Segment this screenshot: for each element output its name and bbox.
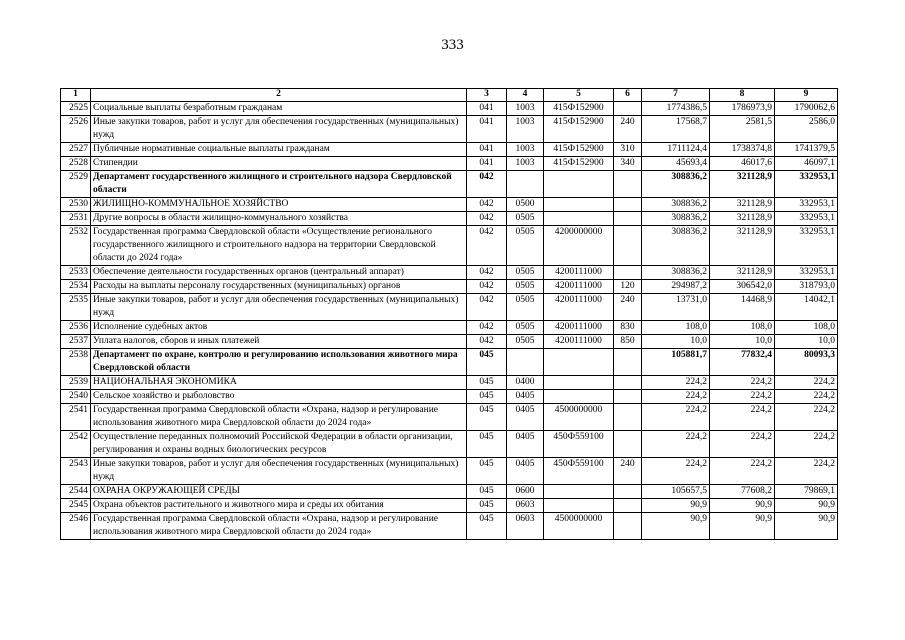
target-article-cell: [544, 171, 614, 198]
header-cell: 3: [467, 89, 507, 102]
amount-col8-cell: 224,2: [710, 431, 775, 458]
target-article-cell: [544, 485, 614, 499]
row-name-cell: ЖИЛИЩНО-КОММУНАЛЬНОЕ ХОЗЯЙСТВО: [91, 198, 467, 212]
row-name-cell: Исполнение судебных актов: [91, 321, 467, 335]
ministry-code-cell: 045: [467, 513, 507, 540]
amount-col9-cell: 46097,1: [775, 157, 838, 171]
amount-col8-cell: 224,2: [710, 404, 775, 431]
amount-col8-cell: 224,2: [710, 376, 775, 390]
amount-col8-cell: 1786973,9: [710, 102, 775, 116]
row-name-cell: Публичные нормативные социальные выплаты гражданам: [91, 143, 467, 157]
ministry-code-cell: 045: [467, 404, 507, 431]
ministry-code-cell: 041: [467, 102, 507, 116]
amount-col8-cell: 321128,9: [710, 226, 775, 266]
amount-col9-cell: 332953,1: [775, 226, 838, 266]
target-article-cell: 415Ф152900: [544, 157, 614, 171]
amount-col7-cell: 308836,2: [642, 171, 710, 198]
amount-col9-cell: 224,2: [775, 376, 838, 390]
amount-col8-cell: 321128,9: [710, 266, 775, 280]
amount-col9-cell: 2586,0: [775, 116, 838, 143]
section-code-cell: 1003: [507, 157, 544, 171]
table-row: [61, 321, 838, 335]
table-row: [61, 499, 838, 513]
table-row: [61, 212, 838, 226]
expense-type-cell: [614, 212, 642, 226]
row-number-cell: 2531: [61, 212, 91, 226]
ministry-code-cell: 042: [467, 198, 507, 212]
amount-col7-cell: 224,2: [642, 404, 710, 431]
row-number-cell: 2540: [61, 390, 91, 404]
row-number-cell: 2539: [61, 376, 91, 390]
amount-col8-cell: 306542,0: [710, 280, 775, 294]
expense-type-cell: [614, 513, 642, 540]
expense-type-cell: [614, 404, 642, 431]
row-number-cell: 2541: [61, 404, 91, 431]
row-name-cell: Иные закупки товаров, работ и услуг для обеспечения государственных (муниципальных) нужд: [91, 458, 467, 485]
amount-col9-cell: 79869,1: [775, 485, 838, 499]
section-code-cell: 0405: [507, 404, 544, 431]
table-row: [61, 280, 838, 294]
expense-type-cell: 830: [614, 321, 642, 335]
amount-col9-cell: 332953,1: [775, 198, 838, 212]
amount-col9-cell: 1741379,5: [775, 143, 838, 157]
target-article-cell: [544, 212, 614, 226]
expense-type-cell: [614, 226, 642, 266]
row-number-cell: 2527: [61, 143, 91, 157]
row-number-cell: 2532: [61, 226, 91, 266]
page-number: 333: [441, 37, 464, 53]
amount-col7-cell: 224,2: [642, 458, 710, 485]
amount-col9-cell: 90,9: [775, 499, 838, 513]
amount-col7-cell: 90,9: [642, 499, 710, 513]
amount-col7-cell: 224,2: [642, 431, 710, 458]
table-body: [61, 102, 838, 540]
target-article-cell: 450Ф559100: [544, 431, 614, 458]
row-name-cell: Стипендии: [91, 157, 467, 171]
amount-col9-cell: 14042,1: [775, 294, 838, 321]
section-code-cell: 0405: [507, 431, 544, 458]
section-code-cell: 0505: [507, 266, 544, 280]
amount-col9-cell: 108,0: [775, 321, 838, 335]
ministry-code-cell: 045: [467, 349, 507, 376]
table-row: [61, 157, 838, 171]
table-row: [61, 226, 838, 266]
row-number-cell: 2538: [61, 349, 91, 376]
row-name-cell: Социальные выплаты безработным гражданам: [91, 102, 467, 116]
ministry-code-cell: 045: [467, 458, 507, 485]
expense-type-cell: 240: [614, 294, 642, 321]
section-code-cell: 1003: [507, 102, 544, 116]
header-row: [61, 89, 838, 102]
section-code-cell: [507, 349, 544, 376]
amount-col9-cell: 1790062,6: [775, 102, 838, 116]
target-article-cell: [544, 499, 614, 513]
section-code-cell: 0505: [507, 335, 544, 349]
ministry-code-cell: 045: [467, 485, 507, 499]
ministry-code-cell: 041: [467, 116, 507, 143]
section-code-cell: 0505: [507, 321, 544, 335]
row-name-cell: Департамент государственного жилищного и строительного надзора Свердловской области: [91, 171, 467, 198]
header-cell: 2: [91, 89, 467, 102]
expense-type-cell: 310: [614, 143, 642, 157]
target-article-cell: [544, 390, 614, 404]
section-code-cell: 0500: [507, 198, 544, 212]
budget-table: [60, 88, 838, 540]
ministry-code-cell: 041: [467, 143, 507, 157]
expense-type-cell: 240: [614, 458, 642, 485]
amount-col7-cell: 294987,2: [642, 280, 710, 294]
ministry-code-cell: 042: [467, 280, 507, 294]
amount-col7-cell: 308836,2: [642, 226, 710, 266]
target-article-cell: 4200111000: [544, 294, 614, 321]
section-code-cell: 1003: [507, 143, 544, 157]
row-number-cell: 2533: [61, 266, 91, 280]
table-row: [61, 390, 838, 404]
ministry-code-cell: 042: [467, 171, 507, 198]
row-number-cell: 2536: [61, 321, 91, 335]
row-name-cell: Государственная программа Свердловской области «Охрана, надзор и регулирование использования животного мира Свердловской области до 2024 года»: [91, 513, 467, 540]
amount-col7-cell: 90,9: [642, 513, 710, 540]
target-article-cell: 4200111000: [544, 266, 614, 280]
ministry-code-cell: 041: [467, 157, 507, 171]
table-row: [61, 116, 838, 143]
expense-type-cell: [614, 499, 642, 513]
amount-col8-cell: 2581,5: [710, 116, 775, 143]
amount-col8-cell: 14468,9: [710, 294, 775, 321]
target-article-cell: 4200111000: [544, 335, 614, 349]
row-number-cell: 2525: [61, 102, 91, 116]
expense-type-cell: [614, 102, 642, 116]
table-row: [61, 458, 838, 485]
amount-col7-cell: 308836,2: [642, 212, 710, 226]
ministry-code-cell: 042: [467, 266, 507, 280]
row-name-cell: Департамент по охране, контролю и регулированию использования животного мира Свердловской области: [91, 349, 467, 376]
row-number-cell: 2537: [61, 335, 91, 349]
amount-col9-cell: 224,2: [775, 458, 838, 485]
table-row: [61, 266, 838, 280]
row-number-cell: 2544: [61, 485, 91, 499]
section-code-cell: 0505: [507, 226, 544, 266]
row-name-cell: Сельское хозяйство и рыболовство: [91, 390, 467, 404]
amount-col8-cell: 1738374,8: [710, 143, 775, 157]
amount-col7-cell: 108,0: [642, 321, 710, 335]
amount-col7-cell: 10,0: [642, 335, 710, 349]
amount-col7-cell: 1711124,4: [642, 143, 710, 157]
section-code-cell: 0505: [507, 294, 544, 321]
expense-type-cell: 120: [614, 280, 642, 294]
amount-col9-cell: 80093,3: [775, 349, 838, 376]
expense-type-cell: [614, 485, 642, 499]
row-name-cell: Осуществление переданных полномочий Российской Федерации в области организации, регулирования и охраны водных биологических ресурсов: [91, 431, 467, 458]
header-cell: 9: [775, 89, 838, 102]
header-cell: 8: [710, 89, 775, 102]
row-number-cell: 2526: [61, 116, 91, 143]
amount-col8-cell: 90,9: [710, 513, 775, 540]
ministry-code-cell: 042: [467, 212, 507, 226]
target-article-cell: 4200111000: [544, 321, 614, 335]
row-number-cell: 2542: [61, 431, 91, 458]
amount-col7-cell: 1774386,5: [642, 102, 710, 116]
header-cell: 1: [61, 89, 91, 102]
row-name-cell: Иные закупки товаров, работ и услуг для обеспечения государственных (муниципальных) нужд: [91, 294, 467, 321]
target-article-cell: 4500000000: [544, 404, 614, 431]
target-article-cell: 415Ф152900: [544, 116, 614, 143]
section-code-cell: 0505: [507, 280, 544, 294]
ministry-code-cell: 042: [467, 294, 507, 321]
section-code-cell: 0405: [507, 390, 544, 404]
ministry-code-cell: 042: [467, 226, 507, 266]
table-row: [61, 404, 838, 431]
amount-col7-cell: 13731,0: [642, 294, 710, 321]
row-number-cell: 2535: [61, 294, 91, 321]
expense-type-cell: 850: [614, 335, 642, 349]
table-row: [61, 485, 838, 499]
row-name-cell: Расходы на выплаты персоналу государственных (муниципальных) органов: [91, 280, 467, 294]
expense-type-cell: [614, 376, 642, 390]
amount-col9-cell: 332953,1: [775, 266, 838, 280]
row-name-cell: Другие вопросы в области жилищно-коммунального хозяйства: [91, 212, 467, 226]
table-row: [61, 349, 838, 376]
row-number-cell: 2528: [61, 157, 91, 171]
target-article-cell: 450Ф559100: [544, 458, 614, 485]
amount-col9-cell: 332953,1: [775, 212, 838, 226]
row-name-cell: Охрана объектов растительного и животного мира и среды их обитания: [91, 499, 467, 513]
amount-col8-cell: 77608,2: [710, 485, 775, 499]
row-number-cell: 2530: [61, 198, 91, 212]
ministry-code-cell: 042: [467, 335, 507, 349]
section-code-cell: 0400: [507, 376, 544, 390]
section-code-cell: 0603: [507, 513, 544, 540]
amount-col8-cell: 46017,6: [710, 157, 775, 171]
table-row: [61, 198, 838, 212]
expense-type-cell: [614, 171, 642, 198]
header-cell: 7: [642, 89, 710, 102]
amount-col8-cell: 224,2: [710, 458, 775, 485]
amount-col7-cell: 105881,7: [642, 349, 710, 376]
row-name-cell: Обеспечение деятельности государственных органов (центральный аппарат): [91, 266, 467, 280]
amount-col8-cell: 90,9: [710, 499, 775, 513]
ministry-code-cell: 045: [467, 431, 507, 458]
section-code-cell: 0603: [507, 499, 544, 513]
amount-col9-cell: 318793,0: [775, 280, 838, 294]
amount-col7-cell: 308836,2: [642, 198, 710, 212]
target-article-cell: [544, 349, 614, 376]
expense-type-cell: 340: [614, 157, 642, 171]
expense-type-cell: [614, 266, 642, 280]
amount-col9-cell: 224,2: [775, 390, 838, 404]
target-article-cell: [544, 198, 614, 212]
amount-col7-cell: 17568,7: [642, 116, 710, 143]
table-row: [61, 376, 838, 390]
table-row: [61, 431, 838, 458]
target-article-cell: 415Ф152900: [544, 102, 614, 116]
amount-col9-cell: 10,0: [775, 335, 838, 349]
expense-type-cell: [614, 431, 642, 458]
target-article-cell: 415Ф152900: [544, 143, 614, 157]
row-number-cell: 2543: [61, 458, 91, 485]
section-code-cell: [507, 171, 544, 198]
amount-col7-cell: 224,2: [642, 390, 710, 404]
target-article-cell: 4200000000: [544, 226, 614, 266]
row-name-cell: Уплата налогов, сборов и иных платежей: [91, 335, 467, 349]
ministry-code-cell: 045: [467, 499, 507, 513]
amount-col7-cell: 224,2: [642, 376, 710, 390]
row-number-cell: 2546: [61, 513, 91, 540]
section-code-cell: 0505: [507, 212, 544, 226]
row-number-cell: 2534: [61, 280, 91, 294]
section-code-cell: 1003: [507, 116, 544, 143]
amount-col8-cell: 224,2: [710, 390, 775, 404]
table-row: [61, 171, 838, 198]
expense-type-cell: [614, 390, 642, 404]
row-name-cell: Государственная программа Свердловской области «Охрана, надзор и регулирование использования животного мира Свердловской области до 2024 года»: [91, 404, 467, 431]
amount-col9-cell: 224,2: [775, 404, 838, 431]
ministry-code-cell: 045: [467, 390, 507, 404]
amount-col8-cell: 321128,9: [710, 212, 775, 226]
target-article-cell: 4500000000: [544, 513, 614, 540]
amount-col8-cell: 77832,4: [710, 349, 775, 376]
amount-col8-cell: 108,0: [710, 321, 775, 335]
table-row: [61, 294, 838, 321]
table-row: [61, 102, 838, 116]
row-name-cell: Государственная программа Свердловской области «Осуществление регионального государственного жилищного и строительного надзора на территории Свердловской области до 2024 года»: [91, 226, 467, 266]
table-row: [61, 335, 838, 349]
amount-col8-cell: 321128,9: [710, 171, 775, 198]
ministry-code-cell: 042: [467, 321, 507, 335]
target-article-cell: 4200111000: [544, 280, 614, 294]
amount-col7-cell: 308836,2: [642, 266, 710, 280]
row-name-cell: Иные закупки товаров, работ и услуг для обеспечения государственных (муниципальных) нужд: [91, 116, 467, 143]
amount-col9-cell: 224,2: [775, 431, 838, 458]
table-row: [61, 143, 838, 157]
amount-col8-cell: 321128,9: [710, 198, 775, 212]
section-code-cell: 0405: [507, 458, 544, 485]
expense-type-cell: [614, 349, 642, 376]
header-cell: 5: [544, 89, 614, 102]
section-code-cell: 0600: [507, 485, 544, 499]
amount-col7-cell: 105657,5: [642, 485, 710, 499]
amount-col9-cell: 90,9: [775, 513, 838, 540]
row-name-cell: НАЦИОНАЛЬНАЯ ЭКОНОМИКА: [91, 376, 467, 390]
expense-type-cell: 240: [614, 116, 642, 143]
header-cell: 6: [614, 89, 642, 102]
row-name-cell: ОХРАНА ОКРУЖАЮЩЕЙ СРЕДЫ: [91, 485, 467, 499]
expense-type-cell: [614, 198, 642, 212]
amount-col8-cell: 10,0: [710, 335, 775, 349]
header-cell: 4: [507, 89, 544, 102]
row-number-cell: 2529: [61, 171, 91, 198]
row-number-cell: 2545: [61, 499, 91, 513]
ministry-code-cell: 045: [467, 376, 507, 390]
amount-col9-cell: 332953,1: [775, 171, 838, 198]
table-row: [61, 513, 838, 540]
amount-col7-cell: 45693,4: [642, 157, 710, 171]
target-article-cell: [544, 376, 614, 390]
